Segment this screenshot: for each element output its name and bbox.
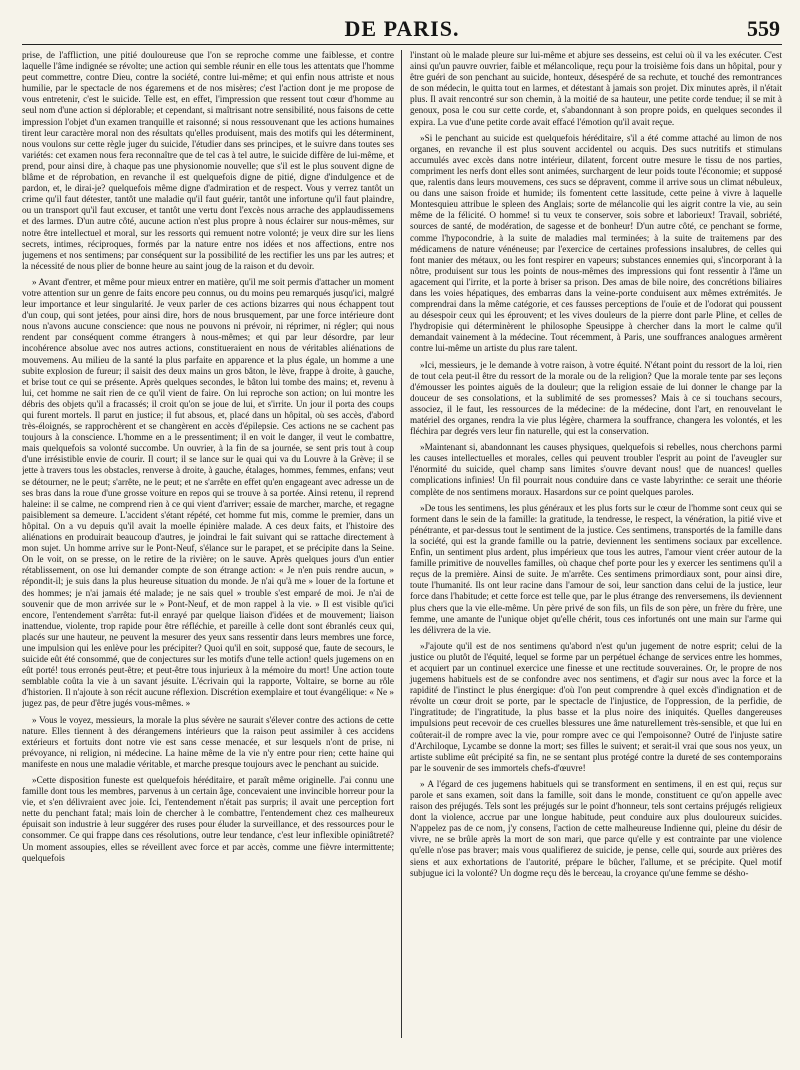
paragraph: prise, de l'affliction, une pitié douloureuse que l'on se reproche comme une faiblesse, et contre laquelle l'âme indignée se révolte; une action qui semble réunir en elle tous les attentats que l'homme peut commettre, contre Dieu, contre la société, contre lui-même; et qui enfin nous attriste et nous humilie, par le spectacle de nos égaremens et de nos misères; c'est l'action dont je me propose de vous entretenir, c'est le suicide. Telle est, en effet, l'impression que ressent tout cœur d'homme au seul nom d'une action si déplorable; et cependant, si maîtrisant notre sensibilité, nous faisons de cette impression l'objet d'un examen tranquille et raisonné; si nous ressouvenant que les actions humaines tirent leur caractère moral non des résultats qu'elles produisent, mais des motifs qui les déterminent, nous voulons sur cette règle juger du suicide, l'étudier dans ses principes, et le suivre dans toutes ses variétés: cet examen nous fera reconnaître que de tel cas à tel autre, le suicide diffère de lui-même, et prend, pour ainsi dire, à chaque pas une physionomie nouvelle; que s'il est le plus souvent digne de blâme et de réprobation, en revanche il est quelquefois digne de pitié, digne d'indulgence et de pardon, et, le dirai-je? quelquefois même digne d'admiration et de respect. Vous y verrez tantôt un crime qu'il faut détester, tantôt une maladie qu'il faut guérir, tantôt une infortune qu'il faut plaindre, ou un transport qu'il faut excuser, et tantôt une vertu dont l'excès nous arrache des applaudissemens et des larmes. D'un autre côté, aucune action n'est plus propre à nous éclairer sur nous-mêmes, sur notre être intellectuel et moral, sur les ressorts qui remuent notre volonté; je veux dire sur les liens secrets, intimes, réciproques, formés par la nature entre nos idées et nos affections, entre nos jugemens et nos sentimens; par conséquent sur la possibilité de les rectifier les uns par les autres; et la nécessité de nous plier de bonne heure au saint joug de la raison et du devoir. xyxy=(22,50,394,271)
paragraph: »Ici, messieurs, je le demande à votre raison, à votre équité. N'étant point du ressort de la loi, rien de tout cela peut-il être du ressort de la morale ou de la religion? Que la morale tente par ses leçons d'émousser les pointes aiguës de la douleur; que la religion essaie de lui donner le change par la douceur de ses consolations, et la sublimité de ses promesses? Mais à ce si touchans secours, associez, il le faut, les ressources de la médecine: de la médecine, dont l'art, en renouvelant le matériel des organes, rendra la vie plus légère, charmera la souffrance, changera les volontés, et les fléchira par degrés vers leur fin naturelle, qui est la conservation. xyxy=(410,359,782,437)
paragraph: »Maintenant si, abandonnant les causes physiques, quelquefois si rebelles, nous cherchons parmi les causes intellectuelles et morales, celles qui peuvent troubler l'esprit au point de l'aveugler sur l'énormité du suicide, quel champ sans limites s'ouvre devant nous! que de nuances! quelles complications infinies! Un fil pourrait nous conduire dans ce vaste labyrinthe: ce serait une théorie complète de nos sentimens moraux. Hasardons sur ce point quelques paroles. xyxy=(410,442,782,497)
right-column xyxy=(401,50,782,1038)
paragraph: » Avant d'entrer, et même pour mieux entrer en matière, qu'il me soit permis d'attacher un moment votre attention sur un genre de faits encore peu connus, ou du moins peu remarqués jusqu'ici, malgré leur importance et leur singularité. Je veux parler de ces actions bizarres qui nous échappent tout d'un coup, qui sont jetées, pour ainsi dire, hors de nous brusquement, par une force intérieure dont nous n'avons aucune conscience: que nous ne pouvons ni prévoir, ni réprimer, ni régler; qui nous rendent par conséquent comme étrangers à nous-mêmes; et qui par leur désordre, par leur incohérence absolue avec nos autres actions, constitueraient en nous de véritables aliénations de mouvemens. Au milieu de la santé la plus parfaite en apparence et la plus égale, un homme a une subite explosion de fureur; il saisit des deux mains un gros bâton, le lève, frappe à droite, à gauche, et brise tout ce qui se présente. Après quelques secondes, le bâton lui tombe des mains; et, revenu à lui, cet homme ne sait rien de ce qu'il vient de faire. On lui reproche son action; on lui montre les débris des objets qu'il a fracassés; il croit qu'on se joue de lui, et s'irrite. Un jour il porta des coups qui furent mortels. Il parut en justice; il fut absous, et, placé dans un hôpital, où ses accès, d'abord très-éloignés, se rapprochèrent et se changèrent en accès d'épilepsie. Ces actions ne se cachent pas toujours à la conscience. L'homme en a le pressentiment; il en voit le danger, il veut le combattre, mais quelquefois sa volonté succombe. Un ouvrier, à la fin de sa journée, se sent pris tout à coup d'une irrésistible envie de courir. Il court; il se lance sur le quai qui va du Louvre à la Grève; il se jette à travers tous les obstacles, renverse à droite, à gauche, étalages, hommes, femmes, enfans; veut se détourner, ne le peut; s'arrête, ne le peut; et ne s'arrête en effet qu'en engageant avec adresse un de ses bras dans la roue d'une grosse voiture en repos qui se trouve à sa portée. Ainsi retenu, il reprend haleine: il se calme, ne comprend rien à ce qui vient d'arriver; essaie de marcher, marche, et regagne paisiblement sa demeure. L'accident s'étant répété, cet homme fut mis, comme le premier, dans un hôpital. On a vu depuis qu'il avait la moelle épinière malade. A ces deux faits, et l'histoire des aliénations en produirait beaucoup d'autres, je joindrai le fait suivant qui se rattache directement à mon sujet. Un homme arrive sur le Pont-Neuf, s'élance sur le parapet, et se précipite dans la Seine. On le voit, on se presse, on le retire de la rivière; on le sauve. Après quelques jours d'un entier rétablissement, on ose lui demander compte de son étrange action: « Je n'en puis rendre aucun, » répondit-il; je suis dans la plus heureuse situation du monde. Je n'ai qu'à me » louer de la fortune et des hommes; je n'ai jamais été malade; je ne sais quel » trouble s'est emparé de moi. Je n'ai de souvenir que de mon arrivée sur le » Pont-Neuf, et de mon rappel à la vie. » Il est visible qu'ici encore, l'entendement s'arrêta: fut-il enrayé par quelque liaison d'idées et de mouvement; liaison inattendue, violente, trop rapide pour être réfléchie, et pareille à celle dont sont ébranlés ceux qui, placés sur une hauteur, ne peuvent la mesurer des yeux sans ressentir dans leurs membres une force, une impulsion qui les enlève pour les précipiter? Quoi qu'il en soit, supposé que, faute de secours, le suicide eût été consommé, que de conjectures sur les motifs d'une telle action! quels jugemens on en eût porté! tous erronés peut-être; et peut-être tous injurieux à la mémoire du mort! Une action toute semblable coûta la vie à un savant jésuite. L'écrivain qui la rapporte, Voltaire, se borne au rôle d'historien. Il n'ajoute à son récit aucune réflexion. Discrétion exemplaire et tout évangélique: « Ne » jugez pas, de peur d'être jugés vous-mêmes. » xyxy=(22,276,394,709)
page-header xyxy=(22,14,782,45)
paragraph: »J'ajoute qu'il est de nos sentimens qu'abord n'est qu'un jugement de notre esprit; celui de la justice ou plutôt de l'équité, lequel se forme par un perpétuel échange de services entre les hommes, et acquiert par un continuel exercice une finesse et une rectitude souveraines. Or, le propre de nos jugemens habituels est de se confondre avec nos sentimens, et d'agir sur nous avec la force et la rapidité de l'instinct le plus énergique: d'où l'on peut comprendre à quel excès d'indignation et de révolte un cœur droit se porte, par le spectacle de l'injustice, de l'oppression, de la perfidie, de l'ingratitude; de l'ingratitude, la plus basse et la plus noire des iniquités. Quelles dangereuses impulsions peut recevoir de ces cruelles blessures une âme naturellement très-sensible, et que lui en coûterait-il de rompre avec la vie, pour rompre avec ce qui l'empoisonne? Outré de l'injuste satire d'Archiloque, Lycambe se donne la mort; ses filles le suivent; et serait-il vrai que sous nos yeux, un artiste sublime eût précipité sa fin, ne se sentant plus protégé contre la dureté de ses contemporains par le souvenir de ses immortels chefs-d'œuvre! xyxy=(410,640,782,773)
paragraph: »Cette disposition funeste est quelquefois héréditaire, et paraît même originelle. J'ai connu une famille dont tous les membres, parvenus à un certain âge, concevaient une invincible horreur pour la vie, et s'en délivraient avec joie. Ici, l'entendement n'était pas surpris; il avait une perception fort nette du penchant fatal; mais loin de chercher à le combattre, l'entendement chez ces malheureux épuisait son industrie à leur suggérer des ruses pour éluder la surveillance, et des ressources pour le consommer. Ce qui frappe dans ces résolutions, outre leur tendance, c'est leur inflexible opiniâtreté? Un moment assoupies, elles se réveillent avec force et par accès, comme une fièvre intermittente; quelquefois xyxy=(22,775,394,863)
page-title: DE PARIS. xyxy=(344,16,460,41)
text-columns xyxy=(22,50,782,1038)
page-number: 559 xyxy=(747,16,780,41)
paragraph: »De tous les sentimens, les plus généraux et les plus forts sur le cœur de l'homme sont ceux qui se forment dans le sein de la famille: la gratitude, la tendresse, le respect, la vénération, la pitié vive et pénétrante, et par-dessus tout le sentiment de la justice. Ces sentimens, transportés de la famille dans la société, qui est la grande famille ou la patrie, deviennent les sentimens sociaux par excellence. Enfin, un sentiment plus ardent, plus impérieux que tous les autres, l'amour vient créer autour de la famille primitive de nouvelles familles, où chaque chef porte pour les y exercer les sentimens qu'il a reçus de la première. Ainsi de suite. Je m'arrête. Ces sentimens primordiaux sont, pour ainsi dire, toute l'humanité. Ils ont leur racine dans l'amour de soi, leur sanction dans celui de la justice, leur force dans l'habitude; et cette force est telle que, par le plus étrange des renversemens, ils deviennent plus chers que la vie elle-même. Un père privé de son fils, un fils de son père, un frère du frère, une femme, une amante de l'unique objet qu'elle chérit, tous ces infortunés ont une main sur l'arme qui les délivrera de la vie. xyxy=(410,502,782,635)
paragraph: » Vous le voyez, messieurs, la morale la plus sévère ne saurait s'élever contre des actions de cette nature. Elles tiennent à des dérangemens intérieurs que la raison peut assimiler à ces accidens extérieurs et fortuits dont notre vie est sans cesse menacée, et sur lesquels n'ont de prise, ni prévoyance, ni religion, ni médecine. La haine même de la vie n'y entre pour rien; cette haine qui manifeste en nous une maladie véritable, et marche presque toujours avec le penchant au suicide. xyxy=(22,714,394,769)
left-column xyxy=(22,50,401,1038)
paragraph: l'instant où le malade pleure sur lui-même et abjure ses desseins, est celui où il va les exécuter. C'est ainsi qu'un pauvre ouvrier, faible et mélancolique, reçu pour la troisième fois dans un hôpital, pour y être guéri de son penchant au suicide, honteux, désespéré de sa rechute, et touché des remontrances de son médecin, le quitta tout en larmes, et détestant à jamais son projet. Dix minutes après, il n'était plus. Il avait rencontré sur son chemin, à la moitié de sa hauteur, une petite corde tendue; il se mit à genoux, posa le cou sur cette corde, et, s'abandonnant à son propre poids, en quelques secondes il expira. La vue d'une petite corde avait effacé l'émotion qu'il avait reçue. xyxy=(410,50,782,127)
paragraph: »Si le penchant au suicide est quelquefois héréditaire, s'il a été comme attaché au limon de nos organes, en revanche il est plus souvent accidentel ou acquis. Des sucs nutritifs et stimulans accumulés avec excès dans notre intérieur, dilatent, forcent outre mesure le tissu de nos parties, compriment les nerfs dont elles sont animées, surchargent de leur poids toute l'économie; et supposé que, ralentis dans leurs mouvemens, ces sucs se dépravent, comme il arrive sous un climat nébuleux, ou dans une saison froide et humide; ils fomentent cette lassitude, cette peine à vivre à laquelle Montesquieu attribue le spleen des Anglais; sorte de mélancolie qui les aigrit contre la vie, au sein même de la félicité. O homme! si tu veux te conserver, sois sobre et laborieux! Travail, sobriété, sources de santé, de modération, de sagesse et de bonheur! D'un autre côté, ce penchant se forme, comme l'hypocondrie, à la suite de maladies mal terminées; à la suite de traitemens par des médicamens de nature vénéneuse; par l'exercice de certaines professions insalubres, de celles qui font manier des métaux, ou les font respirer en vapeurs; substances ennemies qui, s'incorporant à la nôtre, produisent sur tous les points de nous-mêmes des impressions qui font ressentir à l'âme un agacement qui l'irrite, et la porte à briser sa prison. Des amas de bile noire, des concrétions biliaires dans les voies hépatiques, des embarras dans la veine-porte conduisent aux mêmes extrémités. Je comprendrai dans la même catégorie, et ces fausses perceptions de l'ouïe et de l'odorat qui poussent au désespoir ceux qui les éprouvent; et les vives douleurs de la pierre dont parle Pline, et celles de l'hydropisie qui déterminèrent le philosophe Speusippe à chercher dans la mort le calme qu'il demandait vainement à la médecine. Tout récemment, à Paris, une souffrances analogues armèrent contre lui-même un artiste du plus rare talent. xyxy=(410,132,782,354)
newspaper-page xyxy=(22,14,782,1060)
paragraph: » A l'égard de ces jugemens habituels qui se transforment en sentimens, il en est qui, reçus sur parole et sans examen, soit dans la famille, soit dans le monde, constituent ce qu'on appelle avec raison des préjugés. Tels sont les préjugés sur le point d'honneur, tels sont certains préjugés religieux dont la violence, accrue par une longue habitude, peut conduire aux plus douloureux suicides. N'appelez pas de ce nom, j'y consens, l'action de cette malheureuse Indienne qui, pleine du désir de vivre, ne se brûle après la mort de son mari, que parce qu'elle y est contrainte par une violence qu'elle n'ose pas braver; mais vous qualifierez de suicide, je pense, celle qui, sourde aux prières des siens et aux exhortations de l'autorité, prépare le bûcher, l'allume, et se précipite. Quel motif subjugue ici la volonté? Un dogme reçu dès le berceau, la croyance qu'une femme se désho- xyxy=(410,778,782,878)
